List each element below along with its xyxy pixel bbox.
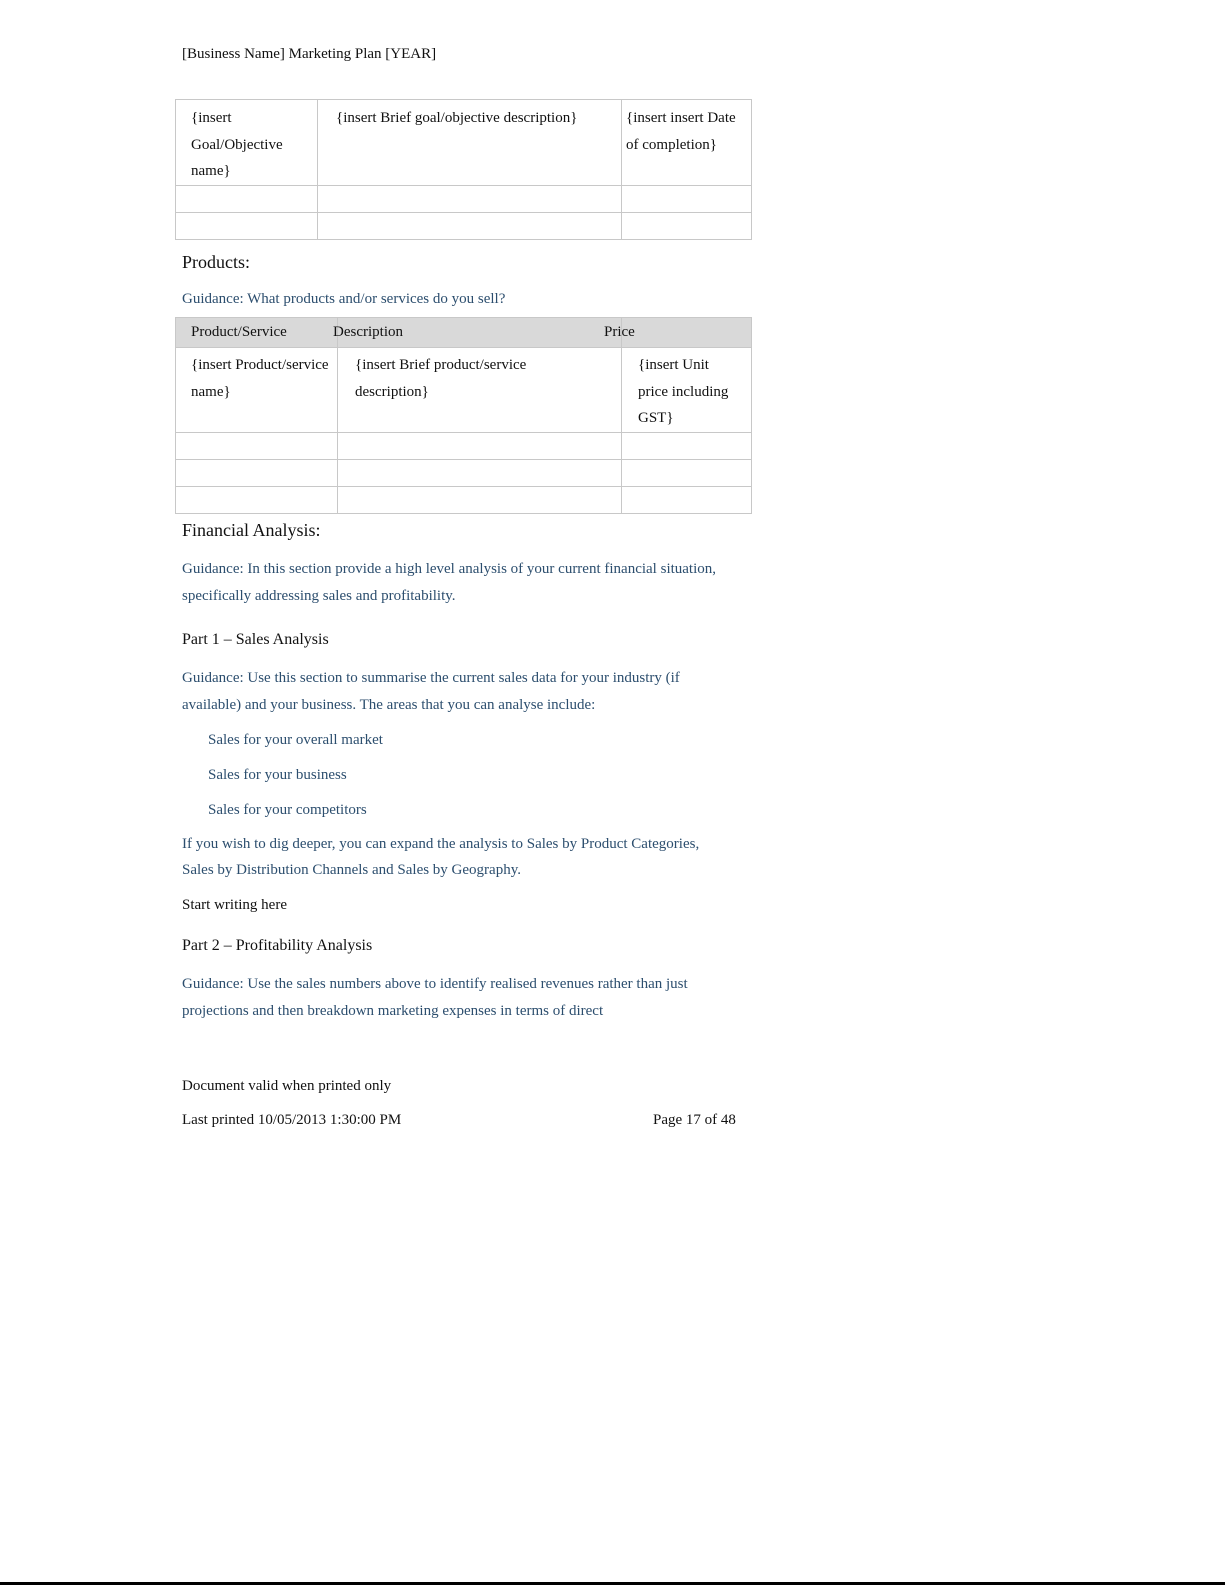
product-description-cell[interactable]: [338, 348, 622, 433]
part1-heading: Part 1 – Sales Analysis: [182, 631, 329, 648]
financial-heading: Financial Analysis:: [182, 520, 321, 540]
products-heading: Products:: [182, 252, 251, 272]
goal-date-cell[interactable]: [622, 100, 752, 186]
empty-cell[interactable]: [176, 185, 318, 212]
column-header-label: Price: [604, 324, 635, 340]
column-header-price: [604, 318, 752, 348]
table-row: [176, 348, 752, 433]
goal-description-cell[interactable]: [318, 100, 622, 186]
document-header: [Business Name] Marketing Plan [YEAR]: [182, 46, 437, 62]
financial-guidance: Guidance: In this section provide a high level analysis of your current financial situation, specifically addressing sales and profitability.: [182, 561, 717, 604]
column-header-label: Description: [333, 324, 403, 340]
table-row: [176, 212, 752, 239]
product-price-text: {insert Unit price including GST}: [638, 357, 729, 426]
part2-guidance: Guidance: Use the sales numbers above to identify realised revenues rather than just projections and then breakdown marketing expenses in terms of direct: [182, 976, 688, 1019]
table-row: [176, 432, 752, 459]
column-header-description: [333, 318, 622, 348]
empty-cell[interactable]: [622, 185, 752, 212]
product-price-cell[interactable]: [622, 348, 752, 433]
product-name-cell[interactable]: [176, 348, 338, 433]
goal-name-text: {insert Goal/Objective name}: [191, 110, 283, 179]
table-row: [176, 185, 752, 212]
table-row: [176, 486, 752, 513]
empty-cell[interactable]: [176, 432, 338, 459]
table-header-row: [176, 318, 752, 348]
empty-cell[interactable]: [176, 486, 338, 513]
table-row: [176, 459, 752, 486]
empty-cell[interactable]: [622, 432, 752, 459]
empty-cell[interactable]: [622, 486, 752, 513]
goals-table: [175, 99, 752, 240]
goal-date-text: {insert insert Date of completion}: [626, 110, 736, 153]
footer-last-printed: Last printed 10/05/2013 1:30:00 PM: [182, 1112, 402, 1128]
list-item: Sales for your overall market: [208, 732, 383, 748]
start-writing-placeholder[interactable]: Start writing here: [182, 897, 287, 913]
goal-name-cell[interactable]: [176, 100, 318, 186]
product-name-text: {insert Product/service name}: [191, 357, 329, 400]
table-row: [176, 100, 752, 186]
column-header-product: [176, 318, 338, 348]
empty-cell[interactable]: [338, 459, 622, 486]
goal-description-text: {insert Brief goal/objective description}: [336, 110, 578, 126]
empty-cell[interactable]: [622, 459, 752, 486]
empty-cell[interactable]: [318, 212, 622, 239]
part1-deeper-analysis: If you wish to dig deeper, you can expand the analysis to Sales by Product Categories, Sales by Distribution Channels and Sales by Geography.: [182, 836, 700, 878]
products-table: [175, 317, 752, 514]
footer-page-number: Page 17 of 48: [653, 1112, 736, 1128]
part2-heading: Part 2 – Profitability Analysis: [182, 937, 373, 954]
column-header-label: Product/Service: [191, 324, 287, 340]
empty-cell[interactable]: [338, 486, 622, 513]
empty-cell[interactable]: [318, 185, 622, 212]
product-description-text: {insert Brief product/service description}: [355, 357, 527, 400]
part1-guidance: Guidance: Use this section to summarise the current sales data for your industry (if available) and your business. The areas that you can analyse include:: [182, 670, 680, 713]
empty-cell[interactable]: [176, 212, 318, 239]
empty-cell[interactable]: [176, 459, 338, 486]
empty-cell[interactable]: [622, 212, 752, 239]
list-item: Sales for your business: [208, 767, 347, 783]
footer-validity: Document valid when printed only: [182, 1078, 392, 1094]
empty-cell[interactable]: [338, 432, 622, 459]
list-item: Sales for your competitors: [208, 802, 367, 818]
products-guidance: Guidance: What products and/or services do you sell?: [182, 291, 506, 307]
